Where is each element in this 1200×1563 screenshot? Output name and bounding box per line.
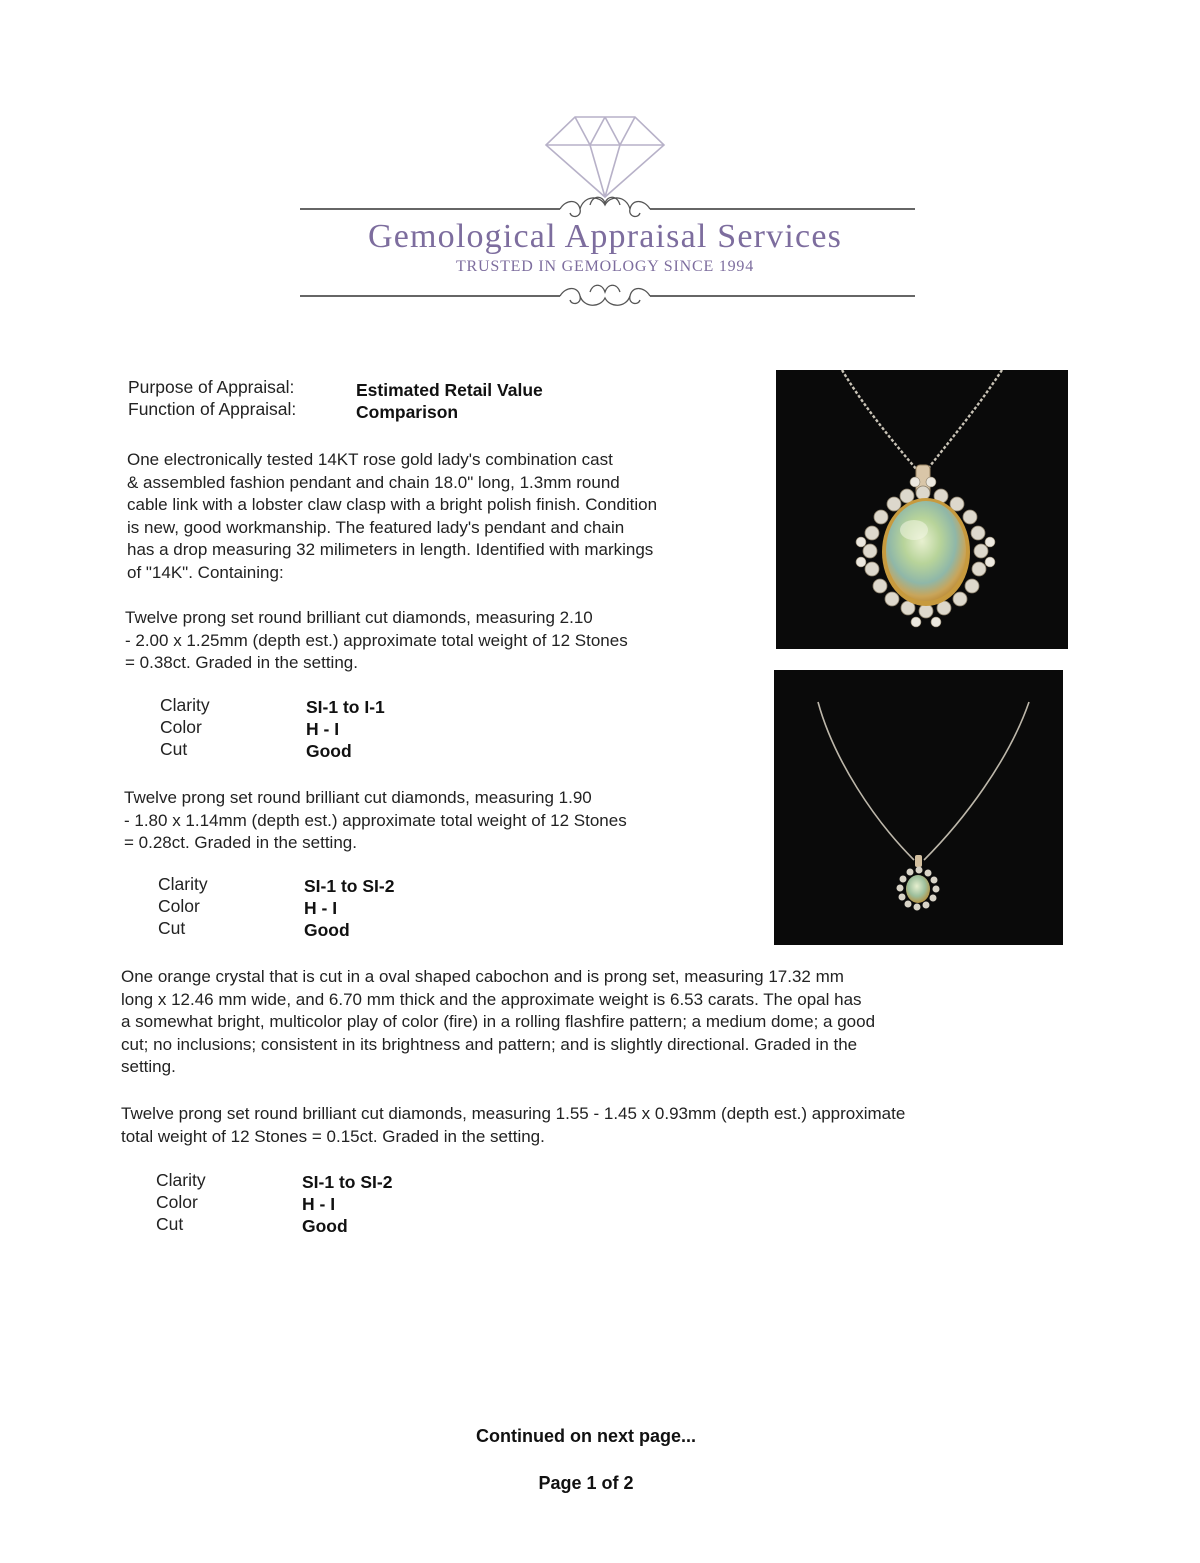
description-line: cable link with a lobster claw clasp with a bright polish finish. Condition [127,495,658,514]
continued-note: Continued on next page... [476,1426,696,1446]
necklace-full-image [774,670,1063,945]
pendant-closeup-image [776,370,1068,649]
description-line: is new, good workmanship. The featured lady's pendant and chain [127,517,625,537]
clarity-label: Clarity [160,695,210,715]
color-value: H - I [302,1194,336,1214]
opal-description [121,966,875,1079]
color-label: Color [156,1192,198,1212]
cut-label: Cut [156,1214,184,1234]
stone-group-1 [125,607,628,675]
clarity-value: SI-1 to SI-2 [304,876,395,896]
grades-group-2 [158,873,458,943]
color-value: H - I [304,898,338,918]
stone-line: Twelve prong set round brilliant cut diamonds, measuring 1.90 [124,788,592,807]
stone-line: = 0.28ct. Graded in the setting. [124,833,357,852]
opal-line: a somewhat bright, multicolor play of color (fire) in a rolling flashfire pattern; a medium dome; a good [121,1012,876,1031]
page-number: Page 1 of 2 [538,1473,634,1493]
opal-line: cut; no inclusions; consistent in its brightness and pattern; and is slightly directional. Graded in the [121,1034,858,1054]
description-line: has a drop measuring 32 milimeters in length. Identified with markings [127,540,654,559]
cut-value: Good [306,741,352,761]
stone-line: Twelve prong set round brilliant cut diamonds, measuring 1.55 - 1.45 x 0.93mm (depth est.) approximate [121,1104,906,1123]
stone-line: = 0.38ct. Graded in the setting. [125,653,358,672]
opal-line: setting. [121,1057,176,1076]
stone-line: - 1.80 x 1.14mm (depth est.) approximate total weight of 12 Stones [124,810,627,830]
stone-line: total weight of 12 Stones = 0.15ct. Graded in the setting. [121,1126,545,1146]
opal-line: long x 12.46 mm wide, and 6.70 mm thick and the approximate weight is 6.53 carats. The opal has [121,989,862,1009]
purpose-label: Purpose of Appraisal: [128,377,295,397]
clarity-label: Clarity [156,1170,206,1190]
logo-title: Gemological Appraisal Services [367,218,843,255]
color-label: Color [158,896,200,916]
clarity-value: SI-1 to I-1 [306,697,385,717]
grades-group-3 [156,1169,456,1239]
company-logo [290,105,920,320]
stone-line: - 2.00 x 1.25mm (depth est.) approximate total weight of 12 Stones [125,630,628,650]
color-value: H - I [306,719,340,739]
opal-line: One orange crystal that is cut in a oval shaped cabochon and is prong set, measuring 17.32 mm [121,967,844,986]
function-label: Function of Appraisal: [128,399,297,419]
necklace-full-photo [774,670,1063,945]
cut-value: Good [302,1216,348,1236]
cut-value: Good [304,920,350,940]
item-description [127,449,657,584]
clarity-value: SI-1 to SI-2 [302,1172,393,1192]
stone-line: Twelve prong set round brilliant cut diamonds, measuring 2.10 [125,608,593,627]
function-value: Comparison [356,402,459,422]
description-line: & assembled fashion pendant and chain 18.0" long, 1.3mm round [127,472,620,492]
purpose-value: Estimated Retail Value [356,380,543,400]
description-line: One electronically tested 14KT rose gold lady's combination cast [127,450,613,469]
color-label: Color [160,717,202,737]
cut-label: Cut [160,739,188,759]
diamond-logo-icon [290,105,920,320]
stone-group-3 [121,1103,905,1148]
grades-group-1 [160,694,460,764]
cut-label: Cut [158,918,186,938]
description-line: of "14K". Containing: [127,562,284,582]
pendant-closeup-photo [776,370,1068,649]
clarity-label: Clarity [158,874,208,894]
logo-subtitle: TRUSTED IN GEMOLOGY SINCE 1994 [455,258,755,275]
stone-group-2 [124,787,627,855]
